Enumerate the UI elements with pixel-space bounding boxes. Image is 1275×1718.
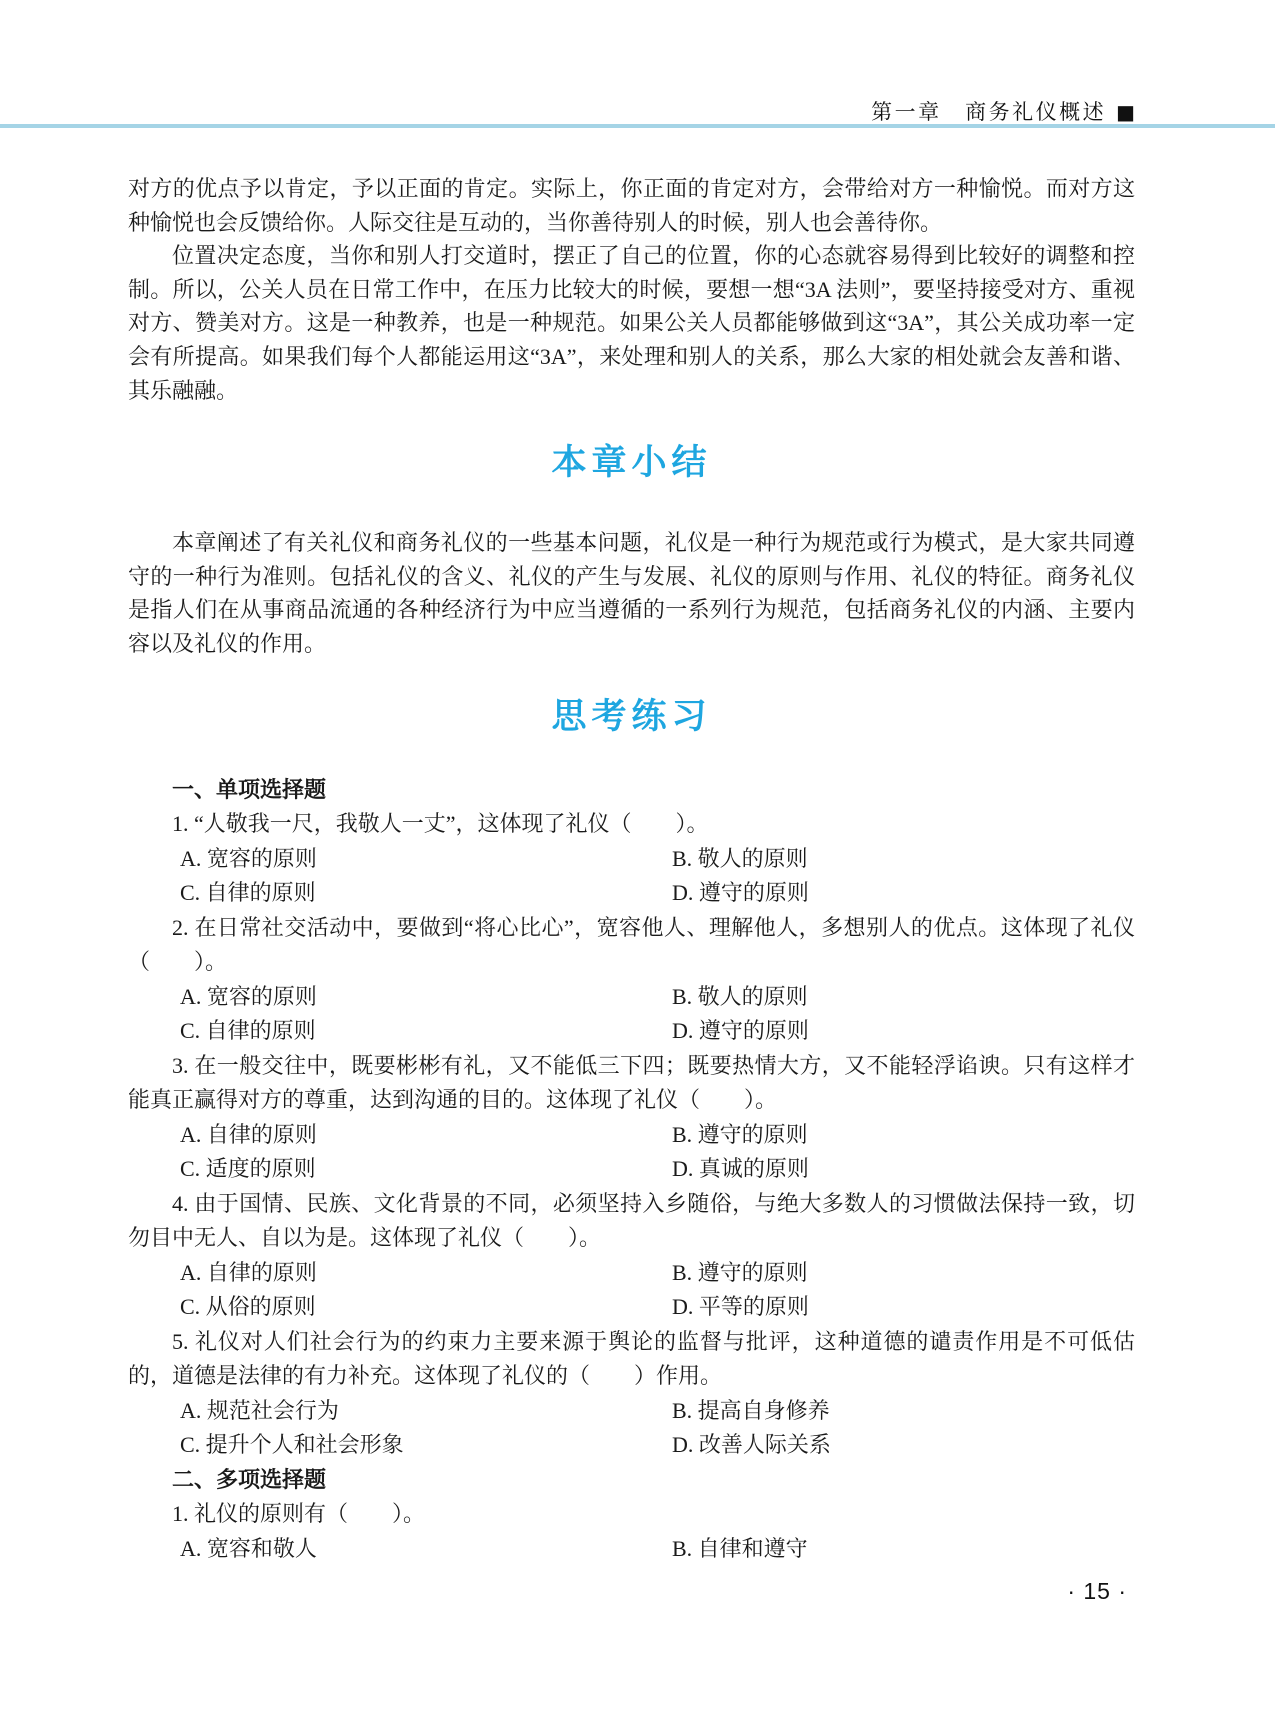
option-a: A. 宽容的原则 [180,845,317,871]
single-choice-question-4 [128,1187,1135,1325]
option-c: C. 适度的原则 [180,1156,316,1182]
running-header [871,96,1135,126]
option-d: D. 遵守的原则 [672,1018,809,1044]
summary-paragraph: 本章阐述了有关礼仪和商务礼仪的一些基本问题，礼仪是一种行为规范或行为模式，是大家共同遵守的一种行为准则。包括礼仪的含义、礼仪的产生与发展、礼仪的原则与作用、礼仪的特征。商务礼仪是指人们在从事商品流通的各种经济行为中应当遵循的一系列行为规范，包括商务礼仪的内涵、主要内容以及礼仪的作用。 [128,530,1135,656]
question-text: 1. 礼仪的原则有（ ）。 [172,1501,426,1527]
single-choice-question-1 [128,807,1135,911]
option-row [128,1290,1135,1325]
question-text: 4. 由于国情、民族、文化背景的不同，必须坚持入乡随俗，与绝大多数人的习惯做法保持一致，切勿目中无人、自以为是。这体现了礼仪（ ）。 [128,1190,1135,1251]
question-text: 5. 礼仪对人们社会行为的约束力主要来源于舆论的监督与批评，这种道德的谴责作用是不可低估的，道德是法律的有力补充。这体现了礼仪的（ ）作用。 [128,1328,1135,1389]
option-row [128,1394,1135,1429]
paragraph-continuation: 对方的优点予以肯定，予以正面的肯定。实际上，你正面的肯定对方，会带给对方一种愉悦。而对方这种愉悦也会反馈给你。人际交往是互动的，当你善待别人的时候，别人也会善待你。 [128,176,1135,235]
question-text: 1. “人敬我一尺，我敬人一丈”，这体现了礼仪（ ）。 [172,811,709,837]
page-content [128,172,1135,1566]
option-b: B. 提高自身修养 [672,1397,830,1423]
multi-choice-heading: 二、多项选择题 [172,1466,327,1492]
option-c: C. 自律的原则 [180,1018,316,1044]
single-choice-heading: 一、单项选择题 [172,776,327,802]
option-row [128,980,1135,1015]
summary-section-title: 本章小结 [551,443,712,483]
option-d: D. 平等的原则 [672,1294,809,1320]
page-number: · 15 · [1067,1578,1127,1604]
option-a: A. 自律的原则 [180,1259,317,1285]
option-c: C. 从俗的原则 [180,1294,316,1320]
option-row [128,1256,1135,1291]
option-b: B. 敬人的原则 [672,983,808,1009]
paragraph-3a-rule: 位置决定态度，当你和别人打交道时，摆正了自己的位置，你的心态就容易得到比较好的调整和控制。所以，公关人员在日常工作中，在压力比较大的时候，要想一想“3A 法则”，要坚持接受对方、重视对方、赞美对方。这是一种教养，也是一种规范。如果公关人员都能够做到这“3A”，其公关成功率一定会有所提高。如果我们每个人都能运用这“3A”，来处理和别人的关系，那么大家的相处就会友善和谐、其乐融融。 [128,243,1135,403]
single-choice-question-5 [128,1325,1135,1463]
question-text: 3. 在一般交往中，既要彬彬有礼，又不能低三下四；既要热情大方，又不能轻浮谄谀。只有这样才能真正赢得对方的尊重，达到沟通的目的。这体现了礼仪（ ）。 [128,1052,1135,1113]
option-row [128,1118,1135,1153]
option-a: A. 规范社会行为 [180,1397,339,1423]
option-b: B. 遵守的原则 [672,1259,808,1285]
multi-choice-question-1 [128,1497,1135,1566]
option-row [128,1532,1135,1567]
option-a: A. 宽容和敬人 [180,1535,317,1561]
option-row [128,1428,1135,1463]
option-a: A. 自律的原则 [180,1121,317,1147]
option-d: D. 真诚的原则 [672,1156,809,1182]
option-b: B. 敬人的原则 [672,845,808,871]
option-d: D. 改善人际关系 [672,1432,831,1458]
option-d: D. 遵守的原则 [672,880,809,906]
question-text: 2. 在日常社交活动中，要做到“将心比心”，宽容他人、理解他人，多想别人的优点。这体现了礼仪（ ）。 [128,914,1135,975]
single-choice-question-3 [128,1049,1135,1187]
exercises-section-title: 思考练习 [551,696,712,736]
option-c: C. 提升个人和社会形象 [180,1432,404,1458]
option-row [128,842,1135,877]
chapter-square-marker: ■ [1116,100,1135,124]
option-row [128,876,1135,911]
single-choice-question-2 [128,911,1135,1049]
option-c: C. 自律的原则 [180,880,316,906]
option-b: B. 遵守的原则 [672,1121,808,1147]
header-rule [0,124,1275,128]
exercises-block [128,773,1135,1567]
option-row [128,1152,1135,1187]
chapter-title: 第一章 商务礼仪概述 [871,100,1107,124]
option-row [128,1014,1135,1049]
option-b: B. 自律和遵守 [672,1535,808,1561]
option-a: A. 宽容的原则 [180,983,317,1009]
